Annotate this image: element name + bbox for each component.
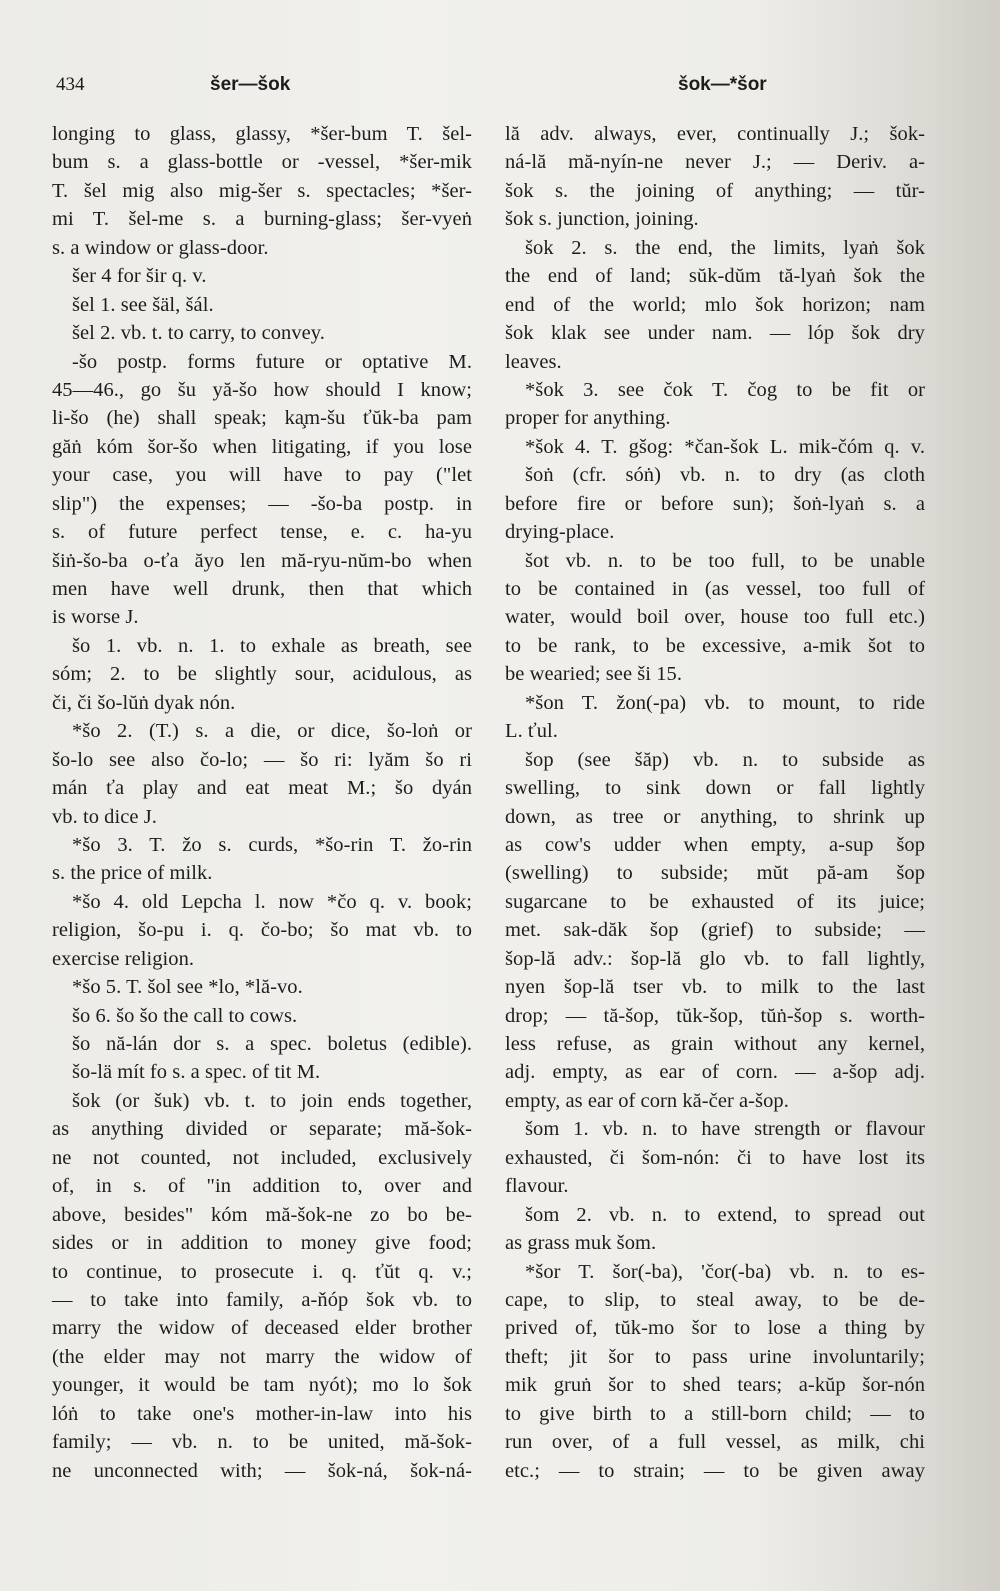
running-header <box>0 74 1000 104</box>
text-line: nyen šop-lă tser vb. to milk to the last <box>505 976 925 999</box>
text-line: your case, you will have to pay ("let <box>52 464 472 487</box>
text-line: leaves. <box>505 350 562 373</box>
page-number: 434 <box>56 74 85 95</box>
right-guide-word: šok—*šor <box>678 74 767 95</box>
text-line: drop; — tă-šop, tŭk-šop, tŭṅ-šop s. worth- <box>505 1004 925 1027</box>
text-line: of, in s. of "in addition to, over and <box>52 1175 472 1198</box>
text-line: to be rank, to be excessive, a-mik šot to <box>505 634 925 657</box>
text-line: as cow's udder when empty, a-sup šop <box>505 833 925 856</box>
text-line: run over, of a full vessel, as milk, chi <box>505 1431 925 1454</box>
text-line: slip") the expenses; — -šo-ba postp. in <box>52 492 472 515</box>
text-line: flavour. <box>505 1175 569 1198</box>
text-line: šoṅ (cfr. sóṅ) vb. n. to dry (as cloth <box>525 464 925 487</box>
text-line: šom 1. vb. n. to have strength or flavour <box>525 1118 925 1141</box>
text-line: šok s. junction, joining. <box>505 208 699 231</box>
text-line: *šon T. žon(-pa) vb. to mount, to ride <box>525 691 925 714</box>
text-line: family; — vb. n. to be united, mă-šok- <box>52 1431 472 1454</box>
text-line: -šo postp. forms future or optative M. <box>72 350 472 373</box>
text-line: exercise religion. <box>52 947 195 970</box>
text-line: is worse J. <box>52 606 139 629</box>
text-line: empty, as ear of corn kă-čer a-šop. <box>505 1089 789 1112</box>
text-line: exhausted, či šom-nón: či to have lost its <box>505 1146 925 1169</box>
text-line: li-šo (he) shall speak; ka̧m-šu ťŭk-ba pam <box>52 407 472 430</box>
text-line: mi T. šel-me s. a burning-glass; šer-vyeṅ <box>52 208 472 231</box>
text-line: ne not counted, not included, exclusively <box>52 1146 472 1169</box>
text-line: (swelling) to subside; mŭt pă-am šop <box>505 862 925 885</box>
text-line: bum s. a glass-bottle or -vessel, *šer-mik <box>52 151 472 174</box>
text-line: šel 2. vb. t. to carry, to convey. <box>72 322 325 345</box>
text-line: down, as tree or anything, to shrink up <box>505 805 925 828</box>
left-column <box>52 120 472 1485</box>
text-line: to continue, to prosecute i. q. ťŭt q. v.; <box>52 1260 472 1283</box>
text-line: theft; jit šor to pass urine involuntarily; <box>505 1345 925 1368</box>
text-line: the end of land; sŭk-dŭm tă-lyaṅ šok the <box>505 265 925 288</box>
text-line: vb. to dice J. <box>52 805 157 828</box>
text-line: šok s. the joining of anything; — tŭr- <box>505 179 925 202</box>
text-line: marry the widow of deceased elder brother <box>52 1317 472 1340</box>
text-line: lóṅ to take one's mother-in-law into his <box>52 1402 472 1425</box>
text-line: 45—46., go šu yă-šo how should I know; <box>52 378 472 401</box>
text-line: šok (or šuk) vb. t. to join ends together, <box>72 1089 472 1112</box>
left-guide-word: šer—šok <box>210 74 291 95</box>
text-line: to be contained in (as vessel, too full of <box>505 578 925 600</box>
text-line: longing to glass, glassy, *šer-bum T. šel- <box>52 123 472 145</box>
text-line: s. of future perfect tense, e. c. ha-yu <box>52 521 472 544</box>
text-line: šo nă-lán dor s. a spec. boletus (edible). <box>72 1033 472 1055</box>
text-line: as anything divided or separate; mă-šok- <box>52 1118 472 1141</box>
text-line: to give birth to a still-born child; — to <box>505 1402 925 1425</box>
text-line: men have well drunk, then that which <box>52 578 472 600</box>
text-line: *šor T. šor(-ba), 'čor(-ba) vb. n. to es- <box>525 1260 925 1283</box>
text-line: etc.; — to strain; — to be given away <box>505 1459 925 1482</box>
text-line: mik gruṅ šor to shed tears; a-kŭp šor-nón <box>505 1374 925 1397</box>
text-line: sóm; 2. to be slightly sour, acidulous, as <box>52 663 472 686</box>
text-line: ná-lă mă-nyín-ne never J.; — Deriv. a- <box>505 151 925 174</box>
text-line: *šo 3. T. žo s. curds, *šo-rin T. žo-rin <box>72 833 472 856</box>
text-line: *šok 4. T. gšog: *čan-šok L. mik-čóm q. v. <box>525 435 925 458</box>
text-line: end of the world; mlo šok horizon; nam <box>505 293 925 316</box>
text-line: šo 1. vb. n. 1. to exhale as breath, see <box>72 634 472 657</box>
text-line: — to take into family, a-ňóp šok vb. to <box>52 1288 472 1311</box>
text-line: šel 1. see šäl, šál. <box>72 293 214 316</box>
text-line: be wearied; see ši 15. <box>505 663 682 686</box>
text-line: či, či šo-lŭṅ dyak nón. <box>52 691 236 714</box>
text-line: ne unconnected with; — šok-ná, šok-ná- <box>52 1459 472 1482</box>
text-line: šo-lo see also čo-lo; — šo ri: lyăm šo ri <box>52 748 472 771</box>
text-line: šer 4 for šir q. v. <box>72 265 207 288</box>
text-line: šok 2. s. the end, the limits, lyaṅ šok <box>525 236 925 259</box>
text-line: šo 6. šo šo the call to cows. <box>72 1004 298 1027</box>
text-line: šot vb. n. to be too full, to be unable <box>525 549 925 572</box>
text-line: šom 2. vb. n. to extend, to spread out <box>525 1203 925 1226</box>
text-line: before fire or before sun); šoṅ-lyaṅ s. a <box>505 492 925 515</box>
text-line: *šo 2. (T.) s. a die, or dice, šo-loṅ or <box>72 720 472 743</box>
text-line: s. a window or glass-door. <box>52 236 269 259</box>
text-line: *šo 4. old Lepcha l. now *čo q. v. book; <box>72 890 472 913</box>
text-line: sides or in addition to money give food; <box>52 1232 472 1255</box>
text-line: prived of, tŭk-mo šor to lose a thing by <box>505 1317 925 1340</box>
text-line: adj. empty, as ear of corn. — a-šop adj. <box>505 1061 925 1084</box>
text-line: drying-place. <box>505 521 615 544</box>
text-line: (the elder may not marry the widow of <box>52 1345 472 1368</box>
text-line: met. sak-dăk šop (grief) to subside; — <box>505 919 925 942</box>
text-line: cape, to slip, to steal away, to be de- <box>505 1288 925 1311</box>
right-column <box>505 120 925 1485</box>
text-line: sugarcane to be exhausted of its juice; <box>505 890 925 913</box>
text-line: T. šel mig also mig-šer s. spectacles; *šer- <box>52 179 472 202</box>
text-line: younger, it would be tam nyót); mo lo šok <box>52 1374 472 1397</box>
text-line: above, besides" kóm mă-šok-ne zo bo be- <box>52 1203 472 1226</box>
text-line: swelling, to sink down or fall lightly <box>505 777 925 800</box>
text-line: s. the price of milk. <box>52 862 213 885</box>
text-line: găṅ kóm šor-šo when litigating, if you lose <box>52 435 472 458</box>
text-line: šop (see šăp) vb. n. to subside as <box>525 748 925 771</box>
text-line: less refuse, as grain without any kernel, <box>505 1033 925 1055</box>
text-line: L. ťul. <box>505 720 558 743</box>
text-line: as grass muk šom. <box>505 1232 657 1255</box>
text-line: šo-lä mít fo s. a spec. of tit M. <box>72 1061 321 1084</box>
text-line: lă adv. always, ever, continually J.; šok- <box>505 123 925 145</box>
text-line: proper for anything. <box>505 407 671 430</box>
text-line: mán ťa play and eat meat M.; šo dyán <box>52 777 472 800</box>
text-line: *šok 3. see čok T. čog to be fit or <box>525 378 925 401</box>
text-line: religion, šo-pu i. q. čo-bo; šo mat vb. to <box>52 919 472 942</box>
text-line: šop-lă adv.: šop-lă glo vb. to fall lightly, <box>505 947 925 970</box>
text-line: šok klak see under nam. — lóp šok dry <box>505 322 925 345</box>
text-line: šiṅ-šo-ba o-ťa ăyo len mă-ryu-nŭm-bo when <box>52 549 472 572</box>
text-line: water, would boil over, house too full etc.) <box>505 606 925 629</box>
text-line: *šo 5. T. šol see *lo, *lă-vo. <box>72 976 303 999</box>
